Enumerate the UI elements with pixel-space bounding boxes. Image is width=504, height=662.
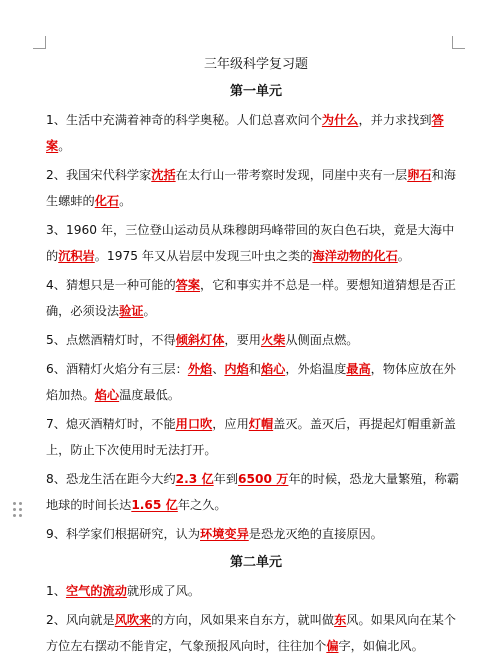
question-item: [46, 607, 466, 659]
answer-text: 外焰: [187, 362, 213, 376]
question-text: 和海生螺蚌的: [46, 168, 456, 208]
question-text: 字，如偏北风。: [338, 639, 424, 653]
question-text: 的方向，风如果来自东方，就叫做: [151, 613, 335, 627]
answer-text: 化石: [94, 194, 120, 208]
question-item: [46, 272, 466, 324]
question-text: 4、猜想只是一种可能的: [46, 278, 176, 292]
question-text: 6、酒精灯火焰分有三层：: [46, 362, 188, 376]
answer-text: 1.65 亿: [131, 498, 178, 512]
answer-text: 偏: [326, 639, 339, 653]
question-text: 风。如果风向在某个方位左右摆动不能肯定，气象预报风向时，往往加个: [46, 613, 456, 653]
answer-text: 用口吹: [175, 417, 213, 431]
question-item: [46, 327, 466, 353]
question-text: ，物体应放在外焰加热。: [46, 362, 456, 402]
answer-text: 倾斜灯体: [175, 333, 225, 347]
question-text: 盖灭。盖灭后，再提起灯帽重新盖上，防止下次使用时无法打开。: [46, 417, 456, 457]
unit-1-questions: [46, 107, 466, 547]
answer-text: 沉积岩: [58, 249, 95, 263]
answer-text: 为什么: [321, 113, 359, 127]
answer-text: 灯帽: [248, 417, 274, 431]
question-text: 2、我国宋代科学家: [46, 168, 152, 182]
page-corner-mark-top-left: [33, 36, 46, 49]
question-text: 7、熄灭酒精灯时，不能: [46, 417, 176, 431]
question-text: 是恐龙灭绝的直接原因。: [248, 527, 383, 541]
question-text: 。: [397, 249, 410, 263]
question-text: 5、点燃酒精灯时，不得: [46, 333, 176, 347]
question-text: 温度最低。: [119, 388, 181, 402]
question-item: [46, 107, 466, 159]
question-text: ，它和事实并不总是一样。要想知道猜想是否正确，必须设法: [46, 278, 456, 318]
unit-heading-2: 第二单元: [229, 555, 282, 570]
answer-text: 最高: [346, 362, 371, 376]
answer-text: 卵石: [407, 168, 432, 182]
question-text: 从侧面点燃。: [285, 333, 359, 347]
document-body: [46, 48, 466, 662]
question-text: ，并力求找到: [358, 113, 432, 127]
answer-text: 沈括: [151, 168, 176, 182]
unit-2-questions: [46, 578, 466, 659]
question-item: [46, 521, 466, 547]
answer-text: 东: [334, 613, 347, 627]
question-text: 。: [143, 304, 156, 318]
question-text: 1、: [46, 584, 66, 598]
question-text: 。1975 年又从岩层中发现三叶虫之类的: [94, 249, 313, 263]
question-item: [46, 217, 466, 269]
question-item: [46, 162, 466, 214]
answer-text: 海洋动物的化石: [312, 249, 398, 263]
question-text: ，要用: [224, 333, 261, 347]
question-text: 3、1960 年，三位登山运动员从珠穆朗玛峰带回的灰白色石块，竟是大海中的: [46, 223, 455, 263]
question-text: 和: [248, 362, 261, 376]
answer-text: 环境变异: [200, 527, 249, 541]
question-text: 就形成了风。: [126, 584, 201, 598]
question-text: 9、科学家们根据研究，认为: [46, 527, 201, 541]
answer-text: 焰心: [260, 362, 286, 376]
question-text: 年到: [213, 472, 239, 486]
document-title: 三年级科学复习题: [203, 57, 308, 72]
question-item: [46, 411, 466, 463]
unit-heading-1: 第一单元: [229, 84, 282, 99]
question-text: 1、生活中充满着神奇的科学奥秘。人们总喜欢问个: [46, 113, 322, 127]
question-text: ，外焰温度: [285, 362, 347, 376]
question-text: 2、风向就是: [46, 613, 115, 627]
question-text: 在太行山一带考察时发现，同崖中夹有一层: [175, 168, 408, 182]
answer-text: 6500 万: [238, 472, 289, 486]
answer-text: 风吹来: [114, 613, 152, 627]
question-item: [46, 466, 466, 518]
answer-text: 火柴: [260, 333, 286, 347]
answer-text: 2.3 亿: [175, 472, 214, 486]
answer-text: 内焰: [224, 362, 249, 376]
question-item: [46, 356, 466, 408]
question-text: 、: [212, 362, 225, 376]
answer-text: 答案: [175, 278, 201, 292]
answer-text: 空气的流动: [65, 584, 127, 598]
question-text: 年的时候，恐龙大量繁殖，称霸地球的时间长达: [46, 472, 460, 512]
drag-handle-icon[interactable]: [13, 502, 23, 518]
question-text: 。: [119, 194, 132, 208]
answer-text: 验证: [119, 304, 144, 318]
question-item: [46, 578, 466, 604]
question-text: 8、恐龙生活在距今大约: [46, 472, 176, 486]
question-text: 。: [58, 139, 71, 153]
answer-text: 焰心: [94, 388, 120, 402]
answer-text: 答案: [46, 113, 444, 153]
question-text: ，应用: [212, 417, 249, 431]
question-text: 年之久。: [177, 498, 227, 512]
